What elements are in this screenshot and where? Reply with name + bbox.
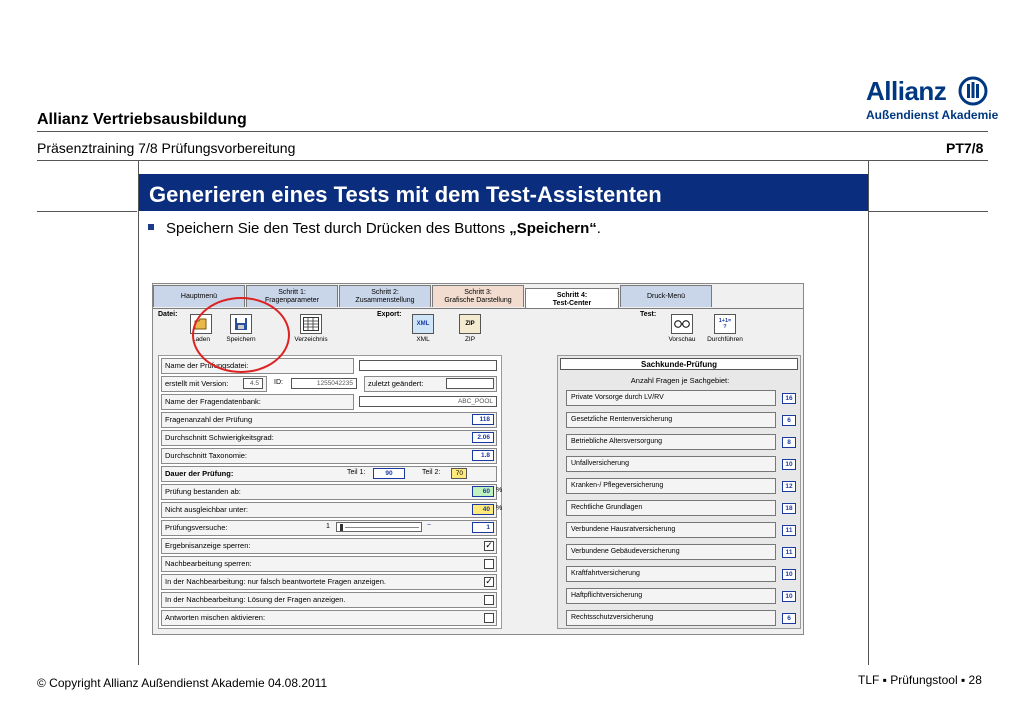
nachbearbeitung-label: Nachbearbeitung sperren: <box>161 556 497 572</box>
page-code: PT7/8 <box>946 140 984 156</box>
slide-banner: Generieren eines Tests mit dem Test-Assistenten <box>139 174 868 211</box>
zip-export-button[interactable]: ZIP ZIP <box>456 314 484 343</box>
allianz-eagle-icon <box>958 76 988 106</box>
versuche-min: 1 <box>326 523 330 530</box>
nb-loesung-checkbox[interactable] <box>484 595 494 605</box>
versuche-value: 1 <box>472 522 494 533</box>
right-rule <box>869 211 988 212</box>
zip-file-icon: ZIP <box>459 314 481 334</box>
sachkunde-title: Sachkunde-Prüfung <box>560 358 798 370</box>
category-item: Verbundene Hausratversicherung <box>566 522 776 538</box>
category-item: Rechtsschutzversicherung <box>566 610 776 626</box>
bestanden-input[interactable]: 60 <box>472 486 494 497</box>
tab-schritt-1[interactable]: Schritt 1: Fragenparameter <box>246 285 338 307</box>
test-label: Test: <box>640 311 657 318</box>
laden-button[interactable]: Laden <box>186 314 216 343</box>
category-count[interactable]: 18 <box>782 503 796 514</box>
bullet-square-icon <box>148 224 154 230</box>
bullet-text: Speichern Sie den Test durch Drücken des Buttons <box>166 220 510 237</box>
category-item: Kraftfahrtversicherung <box>566 566 776 582</box>
category-count[interactable]: 10 <box>782 459 796 470</box>
verzeichnis-button[interactable]: Verzeichnis <box>291 314 331 343</box>
allianz-logo <box>866 76 999 124</box>
category-item: Gesetzliche Rentenversicherung <box>566 412 776 428</box>
logo-brand: Allianz <box>866 76 947 106</box>
ergebnisanzeige-label: Ergebnisanzeige sperren: <box>161 538 497 554</box>
bullet-end: . <box>596 220 601 237</box>
bullet-point <box>148 220 601 237</box>
antworten-mischen-label: Antworten mischen aktivieren: <box>161 610 497 626</box>
vorschau-button[interactable]: Vorschau <box>665 314 699 343</box>
nb-falsch-label: In der Nachbearbeitung: nur falsch beantwortete Fragen anzeigen. <box>161 574 497 590</box>
fragenanzahl-value: 118 <box>472 414 494 425</box>
versuche-label: Prüfungsversuche: <box>161 520 497 536</box>
teil2-label: Teil 2: <box>422 469 441 476</box>
zuletzt-geaendert-label: zuletzt geändert: <box>364 376 497 392</box>
category-count[interactable]: 10 <box>782 569 796 580</box>
taxonomie-label: Durchschnitt Taxonomie: <box>161 448 497 464</box>
category-item: Haftpflichtversicherung <box>566 588 776 604</box>
fragendatenbank-label: Name der Fragendatenbank: <box>161 394 354 410</box>
subtitle: Präsenztraining 7/8 Prüfungsvorbereitung <box>37 140 296 156</box>
ergebnisanzeige-checkbox[interactable]: ✓ <box>485 541 493 551</box>
tab-schritt-4[interactable]: Schritt 4: Test-Center <box>525 288 619 309</box>
category-count[interactable]: 11 <box>782 525 796 536</box>
category-item: Unfallversicherung <box>566 456 776 472</box>
nicht-ausgleichbar-input[interactable]: 40 <box>472 504 494 515</box>
dauer-label: Dauer der Prüfung: <box>161 466 497 482</box>
sachkunde-subtitle: Anzahl Fragen je Sachgebiet: <box>630 376 730 385</box>
sub-divider <box>37 160 988 161</box>
glasses-icon <box>671 314 693 334</box>
schwierigkeitsgrad-label: Durchschnitt Schwierigkeitsgrad: <box>161 430 497 446</box>
durchfuehren-button[interactable]: 1+1= ? Durchführen <box>705 314 745 343</box>
erstellt-version-label: erstellt mit Version: <box>161 376 267 392</box>
tab-hauptmenue[interactable]: Hauptmenü <box>153 285 245 307</box>
tab-schritt-3[interactable]: Schritt 3: Grafische Darstellung <box>432 285 524 307</box>
top-divider <box>37 131 988 132</box>
logo-subtitle: Außendienst Akademie <box>866 108 999 122</box>
versuche-slider[interactable] <box>336 522 422 532</box>
teil2-input[interactable]: 70 <box>451 468 467 479</box>
antworten-mischen-checkbox[interactable] <box>484 613 494 623</box>
fragenanzahl-label: Fragenanzahl der Prüfung <box>161 412 497 428</box>
category-count[interactable]: 11 <box>782 547 796 558</box>
category-count[interactable]: 12 <box>782 481 796 492</box>
highlight-circle <box>192 297 290 373</box>
teil1-input[interactable]: 90 <box>373 468 405 479</box>
id-label: ID: <box>274 379 283 386</box>
nicht-ausgleichbar-label: Nicht ausgleichbar unter: <box>161 502 497 518</box>
slider-track <box>345 527 419 528</box>
test-settings-form <box>158 355 502 629</box>
right-vline <box>868 160 869 665</box>
bestanden-percent: % <box>496 487 503 494</box>
nb-falsch-checkbox[interactable]: ✓ <box>485 577 493 587</box>
category-item: Betriebliche Altersversorgung <box>566 434 776 450</box>
bestanden-label: Prüfung bestanden ab: <box>161 484 497 500</box>
nicht-ausgleichbar-percent: % <box>496 505 503 512</box>
slider-thumb[interactable] <box>340 524 343 531</box>
name-pruefungsdatei-label: Name der Prüfungsdatei: <box>161 358 354 374</box>
nb-loesung-label: In der Nachbearbeitung: Lösung der Fragen anzeigen. <box>161 592 497 608</box>
id-value: 1255042235 <box>291 378 357 389</box>
versuche-max: ~ <box>427 522 432 529</box>
left-vline <box>138 160 139 665</box>
export-label: Export: <box>377 311 402 318</box>
category-count[interactable]: 8 <box>782 437 796 448</box>
test-run-icon: 1+1= ? <box>714 314 736 334</box>
xml-export-button[interactable]: XML XML <box>409 314 437 343</box>
footer-page-info: TLF ▪ Prüfungstool ▪ 28 <box>858 673 982 687</box>
left-rule <box>37 211 137 212</box>
bullet-strong: „Speichern“ <box>509 220 597 237</box>
name-pruefungsdatei-input[interactable] <box>359 360 497 371</box>
tab-druck-menue[interactable]: Druck-Menü <box>620 285 712 307</box>
tab-schritt-2[interactable]: Schritt 2: Zusammenstellung <box>339 285 431 307</box>
category-count[interactable]: 10 <box>782 591 796 602</box>
category-item: Kranken-/ Pflegeversicherung <box>566 478 776 494</box>
top-title: Allianz Vertriebsausbildung <box>37 111 247 128</box>
version-value: 4.5 <box>243 378 263 389</box>
xml-file-icon: XML <box>412 314 434 334</box>
category-count[interactable]: 6 <box>782 415 796 426</box>
schwierigkeitsgrad-value: 2.06 <box>472 432 494 443</box>
category-item: Rechtliche Grundlagen <box>566 500 776 516</box>
category-item: Private Vorsorge durch LV/RV <box>566 390 776 406</box>
footer-copyright: © Copyright Allianz Außendienst Akademie 04.08.2011 <box>37 676 328 690</box>
category-count[interactable]: 16 <box>782 393 796 404</box>
table-grid-icon <box>300 314 322 334</box>
category-item: Verbundene Gebäudeversicherung <box>566 544 776 560</box>
zuletzt-geaendert-value <box>446 378 494 389</box>
teil1-label: Teil 1: <box>347 469 366 476</box>
category-count[interactable]: 6 <box>782 613 796 624</box>
fragendatenbank-value: ABC_POOL <box>359 396 497 407</box>
nachbearbeitung-checkbox[interactable] <box>484 559 494 569</box>
datei-label: Datei: <box>158 311 178 318</box>
speichern-button[interactable]: Speichern <box>224 314 258 343</box>
taxonomie-value: 1.8 <box>472 450 494 461</box>
sachkunde-panel <box>557 355 801 629</box>
